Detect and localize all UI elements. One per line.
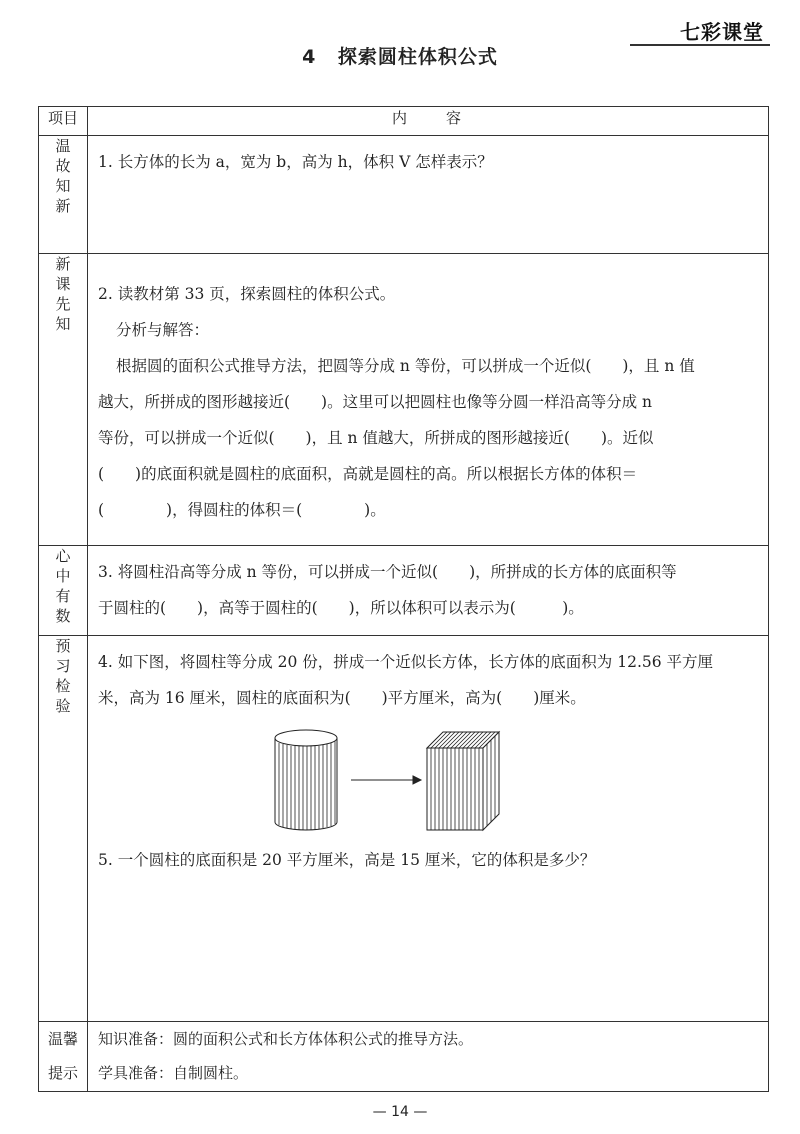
lesson-title: 探索圆柱体积公式 — [337, 46, 498, 68]
question-5: 5. 一个圆柱的底面积是 20 平方厘米，高是 15 厘米，它的体积是多少？ — [98, 851, 596, 869]
row-label-check: 心中有数 — [39, 546, 88, 636]
table-row-check — [39, 546, 769, 636]
question-4-line: 4. 如下图，将圆柱等分成 20 份，拼成一个近似长方体，长方体的底面积为 12.56 平方厘 — [98, 653, 714, 671]
header-content: 内 容 — [88, 107, 769, 136]
question-1: 1. 长方体的长为 a，宽为 b，高为 h，体积 V 怎样表示？ — [98, 153, 493, 171]
cuboid-shape — [427, 732, 499, 830]
analysis-heading: 分析与解答： — [116, 321, 210, 339]
table-row-tips — [39, 1022, 769, 1092]
table-header-row — [39, 107, 769, 136]
page-title — [0, 42, 800, 69]
tips-label-bottom: 提示 — [47, 1064, 78, 1082]
cylinder-shape — [275, 730, 337, 830]
row-content-tips — [88, 1022, 769, 1092]
header-item: 项目 — [39, 107, 88, 136]
row-content-review — [88, 136, 769, 254]
page-number: — 14 — — [372, 1104, 428, 1120]
lesson-number: 4 — [302, 46, 317, 68]
brand-text: 七彩课堂 — [680, 20, 764, 44]
row-content-test — [88, 636, 769, 1022]
worksheet-table — [38, 106, 769, 1092]
table-row-test — [39, 636, 769, 1022]
question-3-line: 于圆柱的( )，高等于圆柱的( )，所以体积可以表示为( )。 — [98, 599, 584, 617]
arrow-icon — [351, 776, 421, 784]
question-4-line: 米，高为 16 厘米，圆柱的底面积为( )平方厘米，高为( )厘米。 — [98, 689, 586, 707]
analysis-line: 等份，可以拼成一个近似( )，且 n 值越大，所拼成的图形越接近( )。近似 — [98, 429, 654, 447]
tips-label-top: 温馨 — [47, 1030, 78, 1048]
tip-knowledge: 知识准备：圆的面积公式和长方体体积公式的推导方法。 — [98, 1030, 474, 1048]
row-label-review: 温故知新 — [39, 136, 88, 254]
table-row-preview — [39, 254, 769, 546]
analysis-line: ( )，得圆柱的体积＝( )。 — [98, 501, 386, 519]
row-label-tips — [39, 1022, 88, 1092]
question-3-line: 3. 将圆柱沿高等分成 n 等份，可以拼成一个近似( )，所拼成的长方体的底面积等 — [98, 563, 677, 581]
tip-tools: 学具准备：自制圆柱。 — [98, 1064, 249, 1082]
analysis-line: ( )的底面积就是圆柱的底面积，高就是圆柱的高。所以根据长方体的体积＝ — [98, 465, 638, 483]
row-content-preview — [88, 254, 769, 546]
analysis-line: 越大，所拼成的图形越接近( )。这里可以把圆柱也像等分圆一样沿高等分成 n — [98, 393, 653, 411]
row-label-test: 预习检验 — [39, 636, 88, 1022]
cylinder-to-cuboid-figure — [98, 724, 756, 836]
row-label-preview: 新课先知 — [39, 254, 88, 546]
cylinder-cuboid-svg — [267, 724, 587, 836]
brand-logo — [630, 14, 770, 44]
question-2: 2. 读教材第 33 页，探索圆柱的体积公式。 — [98, 285, 396, 303]
analysis-line: 根据圆的面积公式推导方法，把圆等分成 n 等份，可以拼成一个近似( )，且 n 值 — [116, 357, 695, 375]
row-content-check — [88, 546, 769, 636]
table-row-review — [39, 136, 769, 254]
